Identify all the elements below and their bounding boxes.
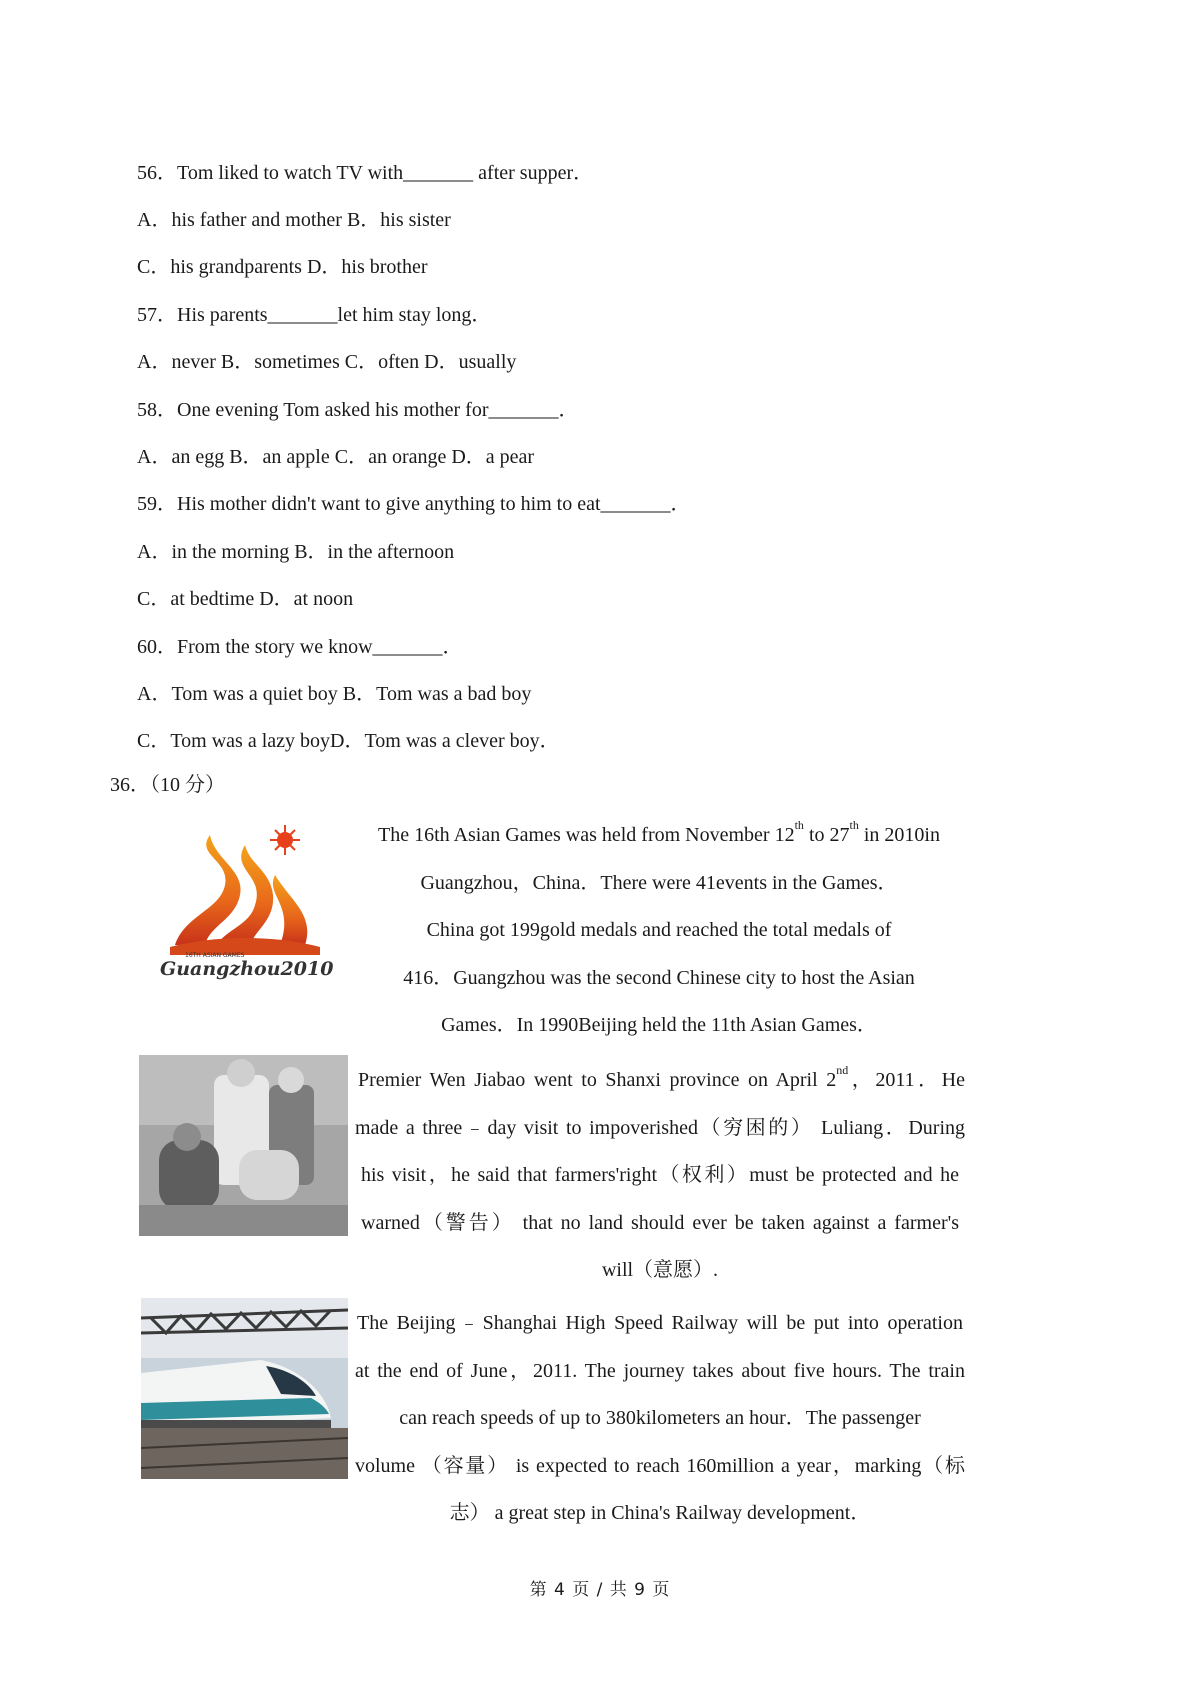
wen-jiabao-line-5: will（意愿）.: [601, 1259, 719, 1281]
q60-stem: 60．From the story we know_______．: [137, 636, 463, 658]
q59-options-ab: A．in the morning B．in the afternoon: [137, 541, 455, 563]
q59-stem: 59．His mother didn't want to give anything to him to eat_______．: [137, 493, 691, 515]
q57-options: A．never B．sometimes C．often D．usually: [137, 351, 517, 373]
asian-games-line-4: 416．Guangzhou was the second Chinese city to host the Asian: [403, 966, 915, 989]
wen-jiabao-line-1: Premier Wen Jiabao went to Shanxi province on April 2nd，2011．He: [358, 1063, 965, 1091]
q56-stem: 56．Tom liked to watch TV with_______ after supper．: [137, 162, 594, 184]
page-footer: 第 4 页 / 共 9 页: [529, 1580, 671, 1600]
wen-jiabao-line-3: his visit，he said that farmers'right（权利）must be protected and he: [361, 1164, 959, 1186]
asian-games-line-3: China got 199gold medals and reached the total medals of: [426, 919, 892, 941]
asian-games-logo: [155, 815, 335, 995]
railway-line-3: can reach speeds of up to 380kilometers an hour．The passenger: [399, 1407, 921, 1429]
railway-line-1: The Beijing﹣Shanghai High Speed Railway will be put into operation: [357, 1312, 963, 1334]
railway-line-4: volume （容量） is expected to reach 160million a year，marking（标: [355, 1454, 965, 1477]
q59-options-cd: C．at bedtime D．at noon: [137, 588, 354, 610]
wen-jiabao-photo: [139, 1055, 348, 1236]
q60-options-cd: C．Tom was a lazy boyD．Tom was a clever boy．: [137, 730, 560, 752]
section-heading: 36．（10 分）: [110, 774, 225, 796]
railway-paragraph: [355, 1300, 965, 1538]
high-speed-train-photo: [141, 1298, 348, 1479]
logo-caption-small: 16TH ASIAN GAMES: [185, 952, 245, 959]
q56-options-cd: C．his grandparents D．his brother: [137, 256, 428, 278]
q57-stem: 57．His parents_______let him stay long．: [137, 304, 492, 326]
q58-options: A．an egg B．an apple C．an orange D．a pear: [137, 446, 535, 468]
wen-jiabao-paragraph: [355, 1057, 965, 1295]
q56-options-ab: A．his father and mother B．his sister: [137, 209, 451, 231]
wen-jiabao-line-4: warned（警告） that no land should ever be taken against a farmer's: [361, 1211, 959, 1234]
wen-jiabao-line-2: made a three﹣day visit to impoverished（穷困的） Luliang．During: [355, 1116, 965, 1139]
railway-line-5: 志） a great step in China's Railway development．: [449, 1502, 871, 1524]
logo-caption-script: Guangzhou2010: [160, 958, 334, 980]
asian-games-line-1: The 16th Asian Games was held from November 12th to 27th in 2010in: [378, 818, 940, 846]
q60-options-ab: A．Tom was a quiet boy B．Tom was a bad boy: [137, 683, 532, 705]
q58-stem: 58．One evening Tom asked his mother for_______．: [137, 399, 579, 421]
asian-games-line-2: Guangzhou，China．There were 41events in the Games．: [420, 871, 898, 894]
railway-line-2: at the end of June，2011. The journey takes about five hours. The train: [355, 1359, 965, 1382]
asian-games-paragraph: [345, 812, 973, 1050]
asian-games-line-5: Games．In 1990Beijing held the 11th Asian Games．: [441, 1014, 877, 1036]
